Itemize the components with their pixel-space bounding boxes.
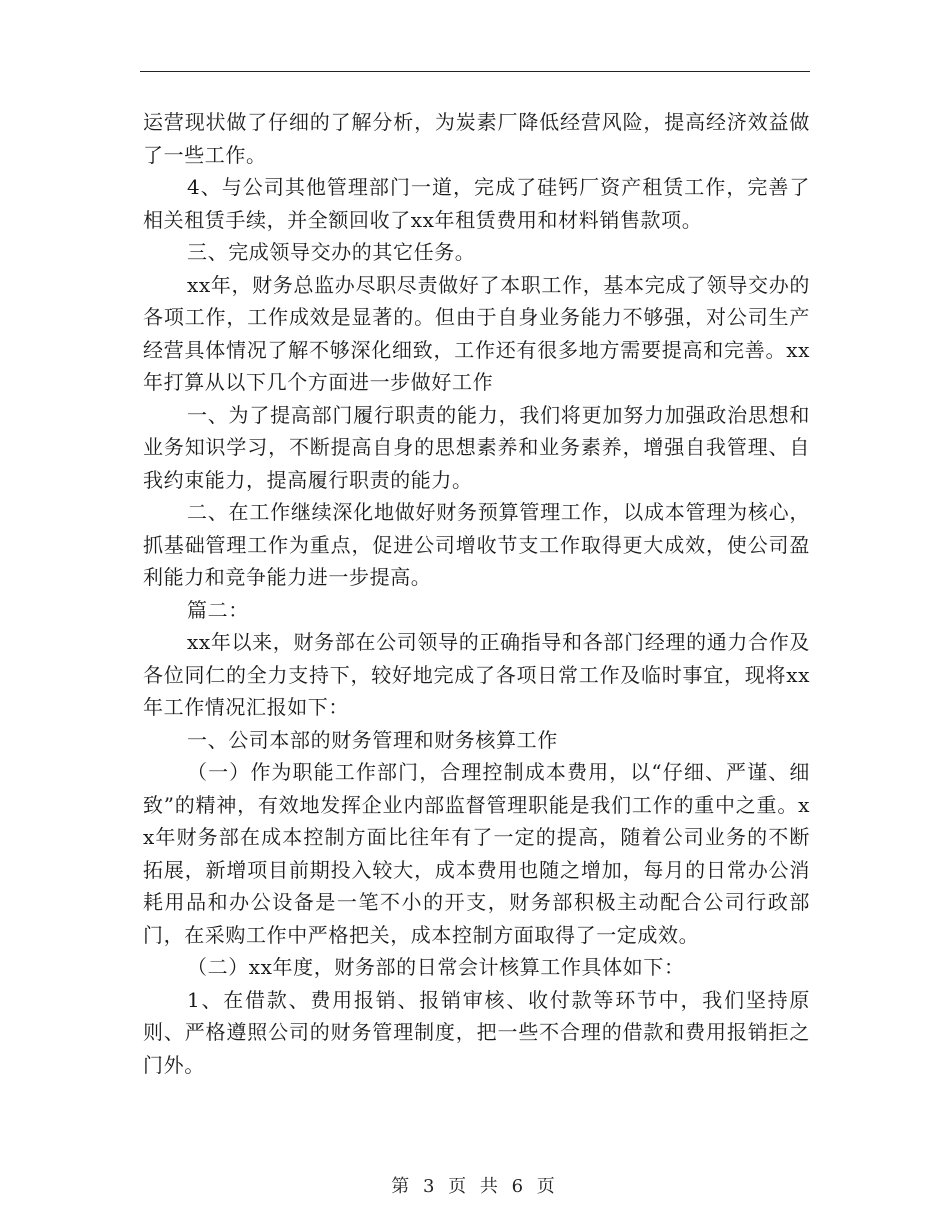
section-heading: 篇二： [187, 597, 249, 622]
paragraph: 4、与公司其他管理部门一道，完成了硅钙厂资产租赁工作，完善了相关租赁手续，并全额回收了xx年租赁费用和材料销售款项。 [143, 175, 810, 232]
paragraph: 三、完成领导交办的其它任务。 [187, 240, 476, 264]
header-rule [140, 71, 810, 72]
paragraph: （二）xx年度，财务部的日常会计核算工作具体如下： [187, 955, 685, 979]
page-number: 第 3 页 共 6 页 [391, 1176, 559, 1197]
document-body [143, 106, 810, 1081]
paragraph: 一、为了提高部门履行职责的能力，我们将更加努力加强政治思想和业务知识学习，不断提高自身的思想素养和业务素养，增强自我管理、自我约束能力，提高履行职责的能力。 [143, 402, 810, 492]
paragraph: （一）作为职能工作部门，合理控制成本费用，以“仔细、严谨、细致”的精神，有效地发挥企业内部监督管理职能是我们工作的重中之重。xx年财务部在成本控制方面比往年有了一定的提高，随着公司业务的不断拓展，新增项目前期投入较大，成本费用也随之增加，每月的日常办公消耗用品和办公设备是一笔不小的开支，财务部积极主动配合公司行政部门，在采购工作中严格把关，成本控制方面取得了一定成效。 [143, 760, 810, 947]
paragraph: xx年，财务总监办尽职尽责做好了本职工作，基本完成了领导交办的各项工作，工作成效是显著的。但由于自身业务能力不够强，对公司生产经营具体情况了解不够深化细致，工作还有很多地方需要提高和完善。xx年打算从以下几个方面进一步做好工作 [143, 272, 810, 394]
paragraph: 二、在工作继续深化地做好财务预算管理工作，以成本管理为核心，抓基础管理工作为重点，促进公司增收节支工作取得更大成效，使公司盈利能力和竞争能力进一步提高。 [143, 500, 810, 589]
paragraph: 1、在借款、费用报销、报销审核、收付款等环节中，我们坚持原则、严格遵照公司的财务管理制度，把一些不合理的借款和费用报销拒之门外。 [143, 987, 810, 1077]
paragraph: xx年以来，财务部在公司领导的正确指导和各部门经理的通力合作及各位同仁的全力支持下，较好地完成了各项日常工作及临时事宜，现将xx年工作情况汇报如下： [143, 630, 810, 719]
paragraph: 运营现状做了仔细的了解分析，为炭素厂降低经营风险，提高经济效益做了一些工作。 [143, 110, 810, 167]
paragraph: 一、公司本部的财务管理和财务核算工作 [187, 727, 558, 752]
